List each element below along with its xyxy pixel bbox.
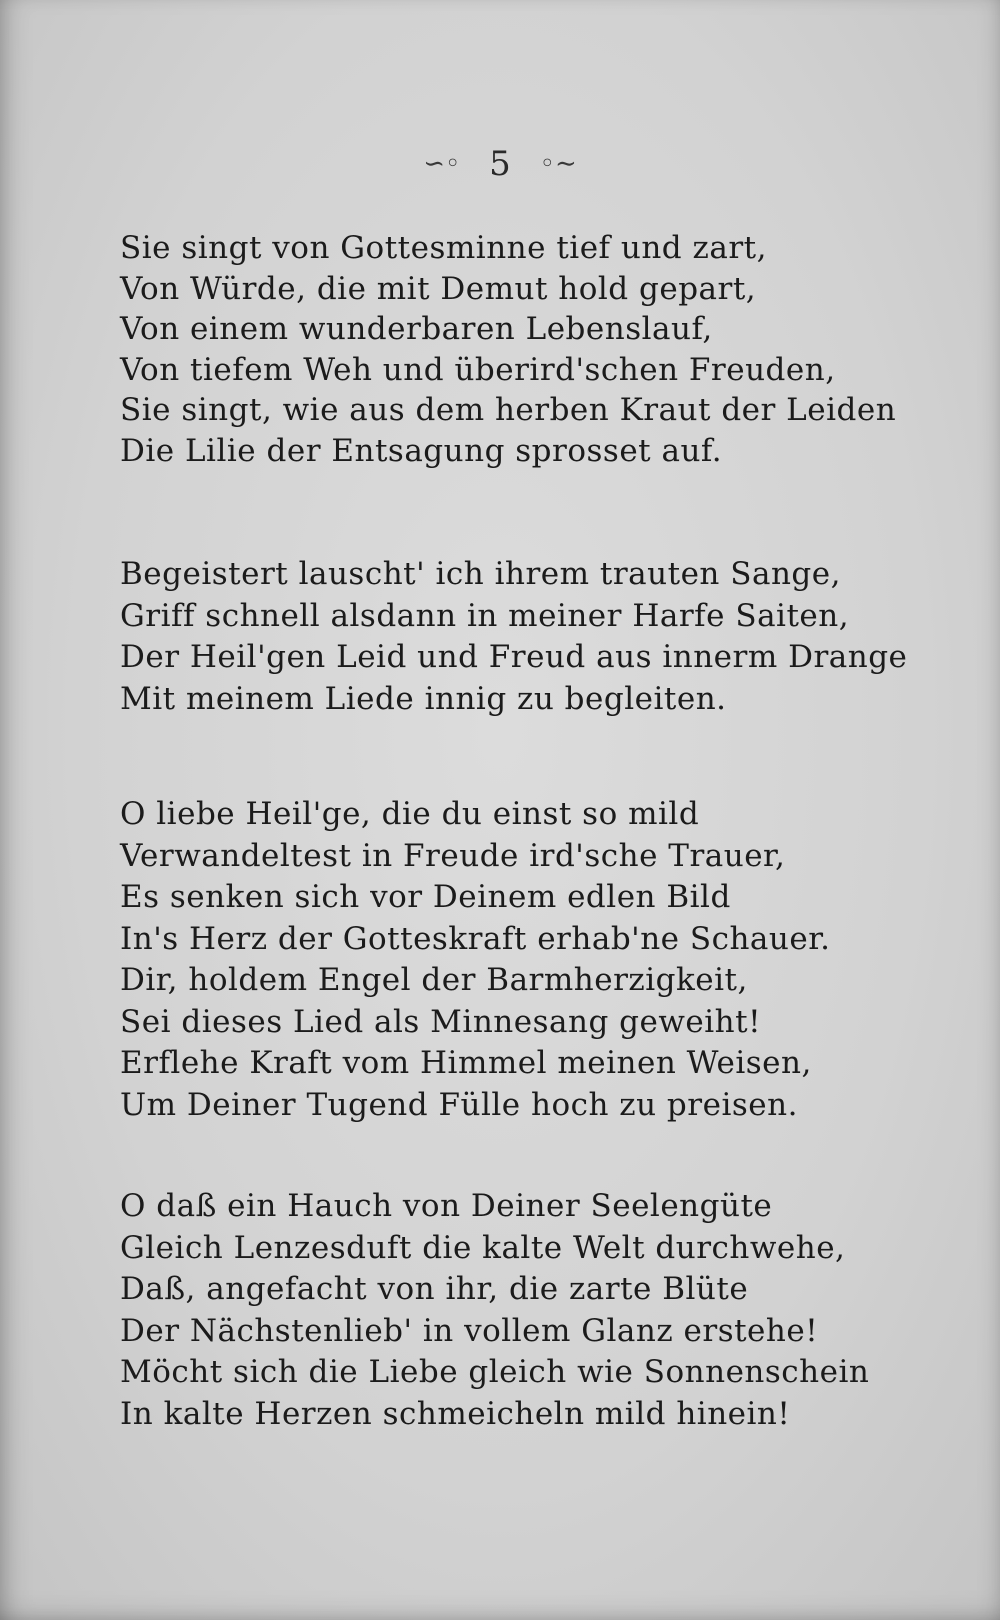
verse-line: Sie singt von Gottesminne tief und zart, <box>120 230 767 266</box>
verse-line: Sie singt, wie aus dem herben Kraut der Leiden <box>120 392 897 428</box>
stanza-2 <box>120 554 960 720</box>
verse-line: Es senken sich vor Deinem edlen Bild <box>120 879 731 915</box>
ornament-left-icon: ∽◦ <box>423 149 461 179</box>
stanza-4 <box>120 1186 960 1435</box>
stanza-3 <box>120 794 960 1126</box>
verse-line: Von einem wunderbaren Lebenslauf, <box>120 311 713 347</box>
verse-line: Mit meinem Liede innig zu begleiten. <box>120 680 727 717</box>
verse-line: Der Nächstenlieb' in vollem Glanz erstehe! <box>120 1312 819 1349</box>
verse-line: In kalte Herzen schmeicheln mild hinein! <box>120 1395 791 1432</box>
verse-line: Um Deiner Tugend Fülle hoch zu preisen. <box>120 1086 798 1123</box>
verse-line: Von tiefem Weh und überird'schen Freuden, <box>120 351 836 388</box>
stanza-1 <box>120 228 960 471</box>
verse-line: O liebe Heil'ge, die du einst so mild <box>120 796 700 832</box>
verse-line: Begeistert lauscht' ich ihrem trauten Sange, <box>120 556 841 592</box>
verse-line: Sei dieses Lied als Minnesang geweiht! <box>120 1003 762 1040</box>
verse-line: Von Würde, die mit Demut hold gepart, <box>120 270 757 307</box>
verse-line: Erflehe Kraft vom Himmel meinen Weisen, <box>120 1045 812 1081</box>
verse-line: Die Lilie der Entsagung sprosset auf. <box>120 432 723 469</box>
ornament-right-icon: ◦∼ <box>539 149 577 179</box>
verse-line: Gleich Lenzesduft die kalte Welt durchwehe, <box>120 1229 846 1266</box>
verse-line: Daß, angefacht von ihr, die zarte Blüte <box>120 1271 749 1307</box>
verse-line: Dir, holdem Engel der Barmherzigkeit, <box>120 962 748 998</box>
page-number: 5 <box>489 144 511 184</box>
verse-line: O daß ein Hauch von Deiner Seelengüte <box>120 1188 773 1224</box>
verse-line: Möcht sich die Liebe gleich wie Sonnenschein <box>120 1354 870 1390</box>
verse-line: In's Herz der Gotteskraft erhab'ne Schauer. <box>120 920 831 957</box>
verse-line: Griff schnell alsdann in meiner Harfe Saiten, <box>120 597 850 634</box>
page-header <box>0 142 1000 184</box>
verse-line: Der Heil'gen Leid und Freud aus innerm Drange <box>120 639 908 675</box>
verse-line: Verwandeltest in Freude ird'sche Trauer, <box>120 837 786 874</box>
